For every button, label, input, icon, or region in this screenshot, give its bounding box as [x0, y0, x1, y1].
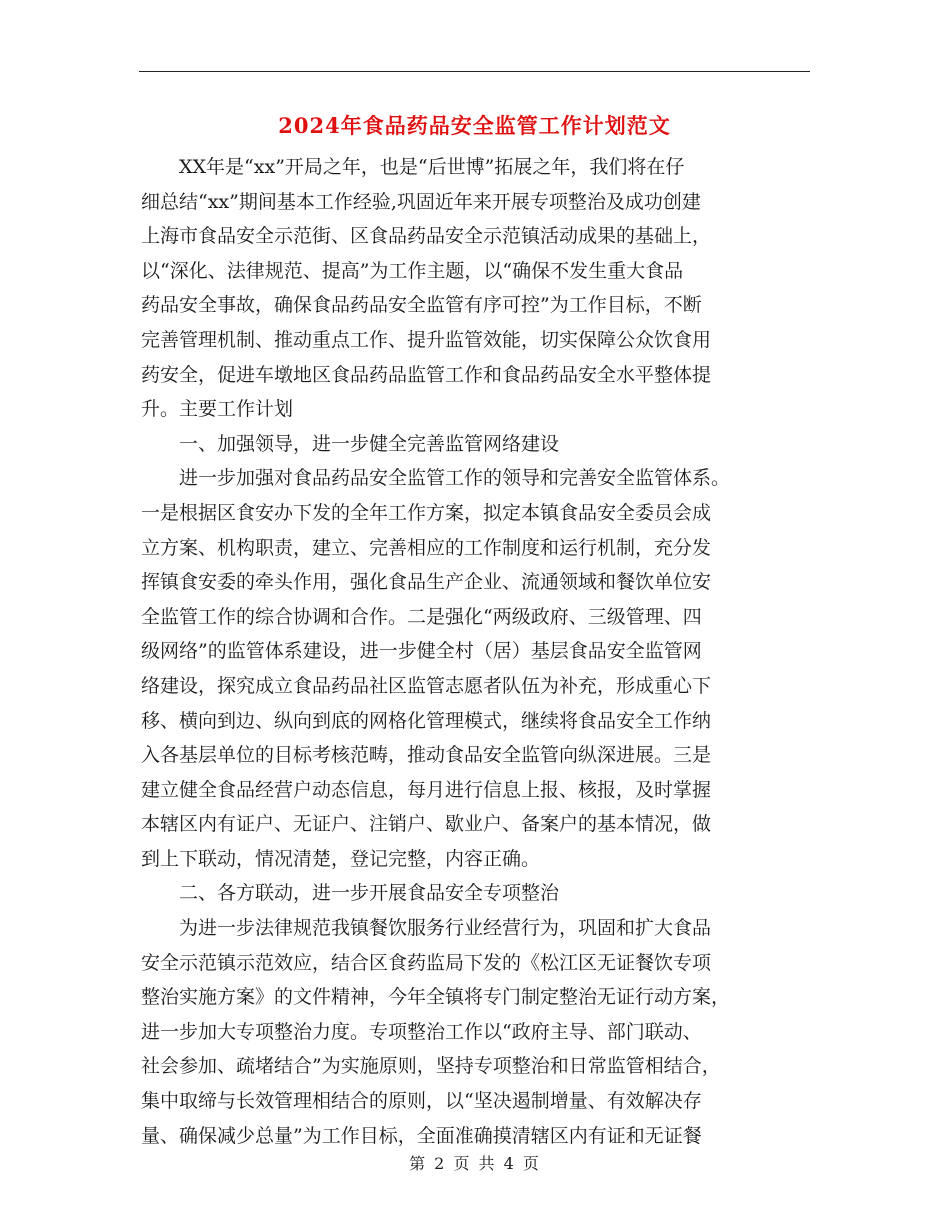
- body-line: 细总结“xx”期间基本工作经验,巩固近年来开展专项整治及成功创建: [141, 190, 701, 213]
- body-line: XX年是“xx”开局之年，也是“后世博”拓展之年，我们将在仔: [141, 156, 685, 178]
- body-line: 二、各方联动，进一步开展食品安全专项整治: [141, 882, 560, 905]
- body-line: 挥镇食安委的牵头作用，强化食品生产企业、流通领域和餐饮单位安: [141, 571, 712, 594]
- body-line: 移、横向到边、纵向到底的网格化管理模式，继续将食品安全工作纳: [141, 709, 712, 732]
- body-line: 量、确保减少总量”为工作目标，全面准确摸清辖区内有证和无证餐: [141, 1124, 702, 1147]
- body-line: 级网络”的监管体系建设，进一步健全村（居）基层食品安全监管网: [141, 640, 702, 663]
- header-rule: [139, 71, 810, 72]
- body-line: 入各基层单位的目标考核范畴，推动食品安全监管向纵深进展。三是: [141, 744, 712, 767]
- body-line: 药品安全事故，确保食品药品安全监管有序可控”为工作目标，不断: [141, 294, 702, 317]
- body-line: 整治实施方案》的文件精神，今年全镇将专门制定整治无证行动方案，: [141, 986, 731, 1009]
- body-line: 全监管工作的综合协调和合作。二是强化“两级政府、三级管理、四: [141, 605, 702, 628]
- body-line: 络建设，探究成立食品药品社区监管志愿者队伍为补充，形成重心下: [141, 674, 712, 697]
- body-line: 完善管理机制、推动重点工作、提升监管效能，切实保障公众饮食用: [141, 328, 712, 351]
- body-line: 立方案、机构职责，建立、完善相应的工作制度和运行机制，充分发: [141, 536, 712, 559]
- body-line: 本辖区内有证户、无证户、注销户、歇业户、备案户的基本情况，做: [141, 813, 712, 836]
- body-line: 到上下联动，情况清楚，登记完整，内容正确。: [141, 847, 541, 870]
- body-line: 升。主要工作计划: [141, 398, 294, 421]
- body-line: 建立健全食品经营户动态信息，每月进行信息上报、核报，及时掌握: [141, 778, 712, 801]
- body-line: 社会参加、疏堵结合”为实施原则，坚持专项整治和日常监管相结合，: [141, 1055, 721, 1078]
- body-line: 一、加强领导，进一步健全完善监管网络建设: [141, 432, 560, 455]
- page-footer: 第 2 页 共 4 页: [409, 1154, 541, 1173]
- body-line: 进一步加大专项整治力度。专项整治工作以“政府主导、部门联动、: [141, 1020, 702, 1043]
- body-line: 药安全，促进车墩地区食品药品监管工作和食品药品安全水平整体提: [141, 363, 712, 386]
- body-line: 进一步加强对食品药品安全监管工作的领导和完善安全监管体系。: [141, 467, 731, 490]
- body-line: 安全示范镇示范效应，结合区食药监局下发的《松江区无证餐饮专项: [141, 951, 712, 974]
- body-line: 一是根据区食安办下发的全年工作方案，拟定本镇食品安全委员会成: [141, 501, 712, 524]
- document-body: [141, 150, 810, 1153]
- body-line: 以“深化、法律规范、提高”为工作主题，以“确保不发生重大食品: [141, 259, 684, 282]
- body-line: 集中取缔与长效管理相结合的原则，以“坚决遏制增量、有效解决存: [141, 1090, 702, 1113]
- body-line: 上海市食品安全示范街、区食品药品安全示范镇活动成果的基础上，: [141, 225, 712, 248]
- document-title: 2024年食品药品安全监管工作计划范文: [278, 113, 671, 138]
- body-line: 为进一步法律规范我镇餐饮服务行业经营行为，巩固和扩大食品: [141, 917, 712, 940]
